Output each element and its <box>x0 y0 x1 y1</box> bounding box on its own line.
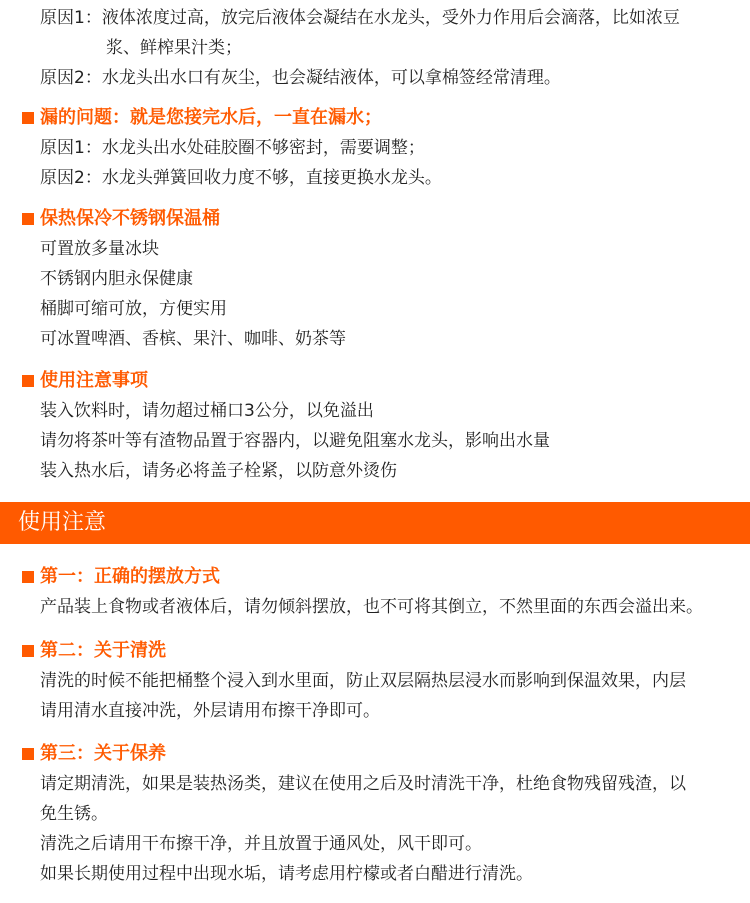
insulation-item: 桶脚可缩可放，方便实用 <box>40 299 227 319</box>
insulation-item: 可置放多量冰块 <box>40 239 159 259</box>
intro-reason2: 原因2：水龙头出水口有灰尘，也会凝结液体，可以拿棉签经常清理。 <box>40 68 561 88</box>
precaution-item: 装入热水后，请务必将盖子栓紧，以防意外烫伤 <box>40 461 397 481</box>
third-line: 如果长期使用过程中出现水垢，请考虑用柠檬或者白醋进行清洗。 <box>40 864 533 884</box>
square-bullet-icon <box>22 112 34 124</box>
insulation-item: 不锈钢内胆永保健康 <box>40 269 193 289</box>
third-line: 免生锈。 <box>40 804 108 824</box>
insulation-heading-text: 保热保冷不锈钢保温桶 <box>40 208 220 229</box>
precautions-heading-text: 使用注意事项 <box>40 370 148 391</box>
third-heading <box>22 742 166 766</box>
leak-reason1: 原因1：水龙头出水处硅胶圈不够密封，需要调整； <box>40 138 425 158</box>
section-banner <box>0 502 750 544</box>
first-heading <box>22 565 220 589</box>
second-heading-text: 第二：关于清洗 <box>40 640 166 661</box>
first-heading-text: 第一：正确的摆放方式 <box>40 566 220 587</box>
insulation-heading <box>22 207 220 231</box>
precaution-item: 装入饮料时，请勿超过桶口3公分，以免溢出 <box>40 401 374 421</box>
square-bullet-icon <box>22 748 34 760</box>
third-line: 请定期清洗，如果是装热汤类，建议在使用之后及时清洗干净，杜绝食物残留残渣，以 <box>40 774 686 794</box>
leak-reason2: 原因2：水龙头弹簧回收力度不够，直接更换水龙头。 <box>40 168 442 188</box>
square-bullet-icon <box>22 213 34 225</box>
intro-reason1-line2: 浆、鲜榨果汁类； <box>106 38 242 58</box>
insulation-item: 可冰置啤酒、香槟、果汁、咖啡、奶茶等 <box>40 329 346 349</box>
second-line: 请用清水直接冲洗，外层请用布擦干净即可。 <box>40 701 380 721</box>
first-line: 产品装上食物或者液体后，请勿倾斜摆放，也不可将其倒立，不然里面的东西会溢出来。 <box>40 597 703 617</box>
precaution-item: 请勿将茶叶等有渣物品置于容器内，以避免阻塞水龙头，影响出水量 <box>40 431 550 451</box>
square-bullet-icon <box>22 571 34 583</box>
intro-reason1-line1: 原因1：液体浓度过高，放完后液体会凝结在水龙头，受外力作用后会滴落，比如浓豆 <box>40 8 680 28</box>
third-line: 清洗之后请用干布擦干净，并且放置于通风处，风干即可。 <box>40 834 482 854</box>
third-heading-text: 第三：关于保养 <box>40 743 166 764</box>
leak-heading-text: 漏的问题：就是您接完水后，一直在漏水； <box>40 107 382 128</box>
second-line: 清洗的时候不能把桶整个浸入到水里面，防止双层隔热层浸水而影响到保温效果，内层 <box>40 671 686 691</box>
banner-title: 使用注意 <box>18 510 107 535</box>
second-heading <box>22 639 166 663</box>
leak-heading <box>22 106 382 130</box>
square-bullet-icon <box>22 645 34 657</box>
precautions-heading <box>22 369 148 393</box>
square-bullet-icon <box>22 375 34 387</box>
